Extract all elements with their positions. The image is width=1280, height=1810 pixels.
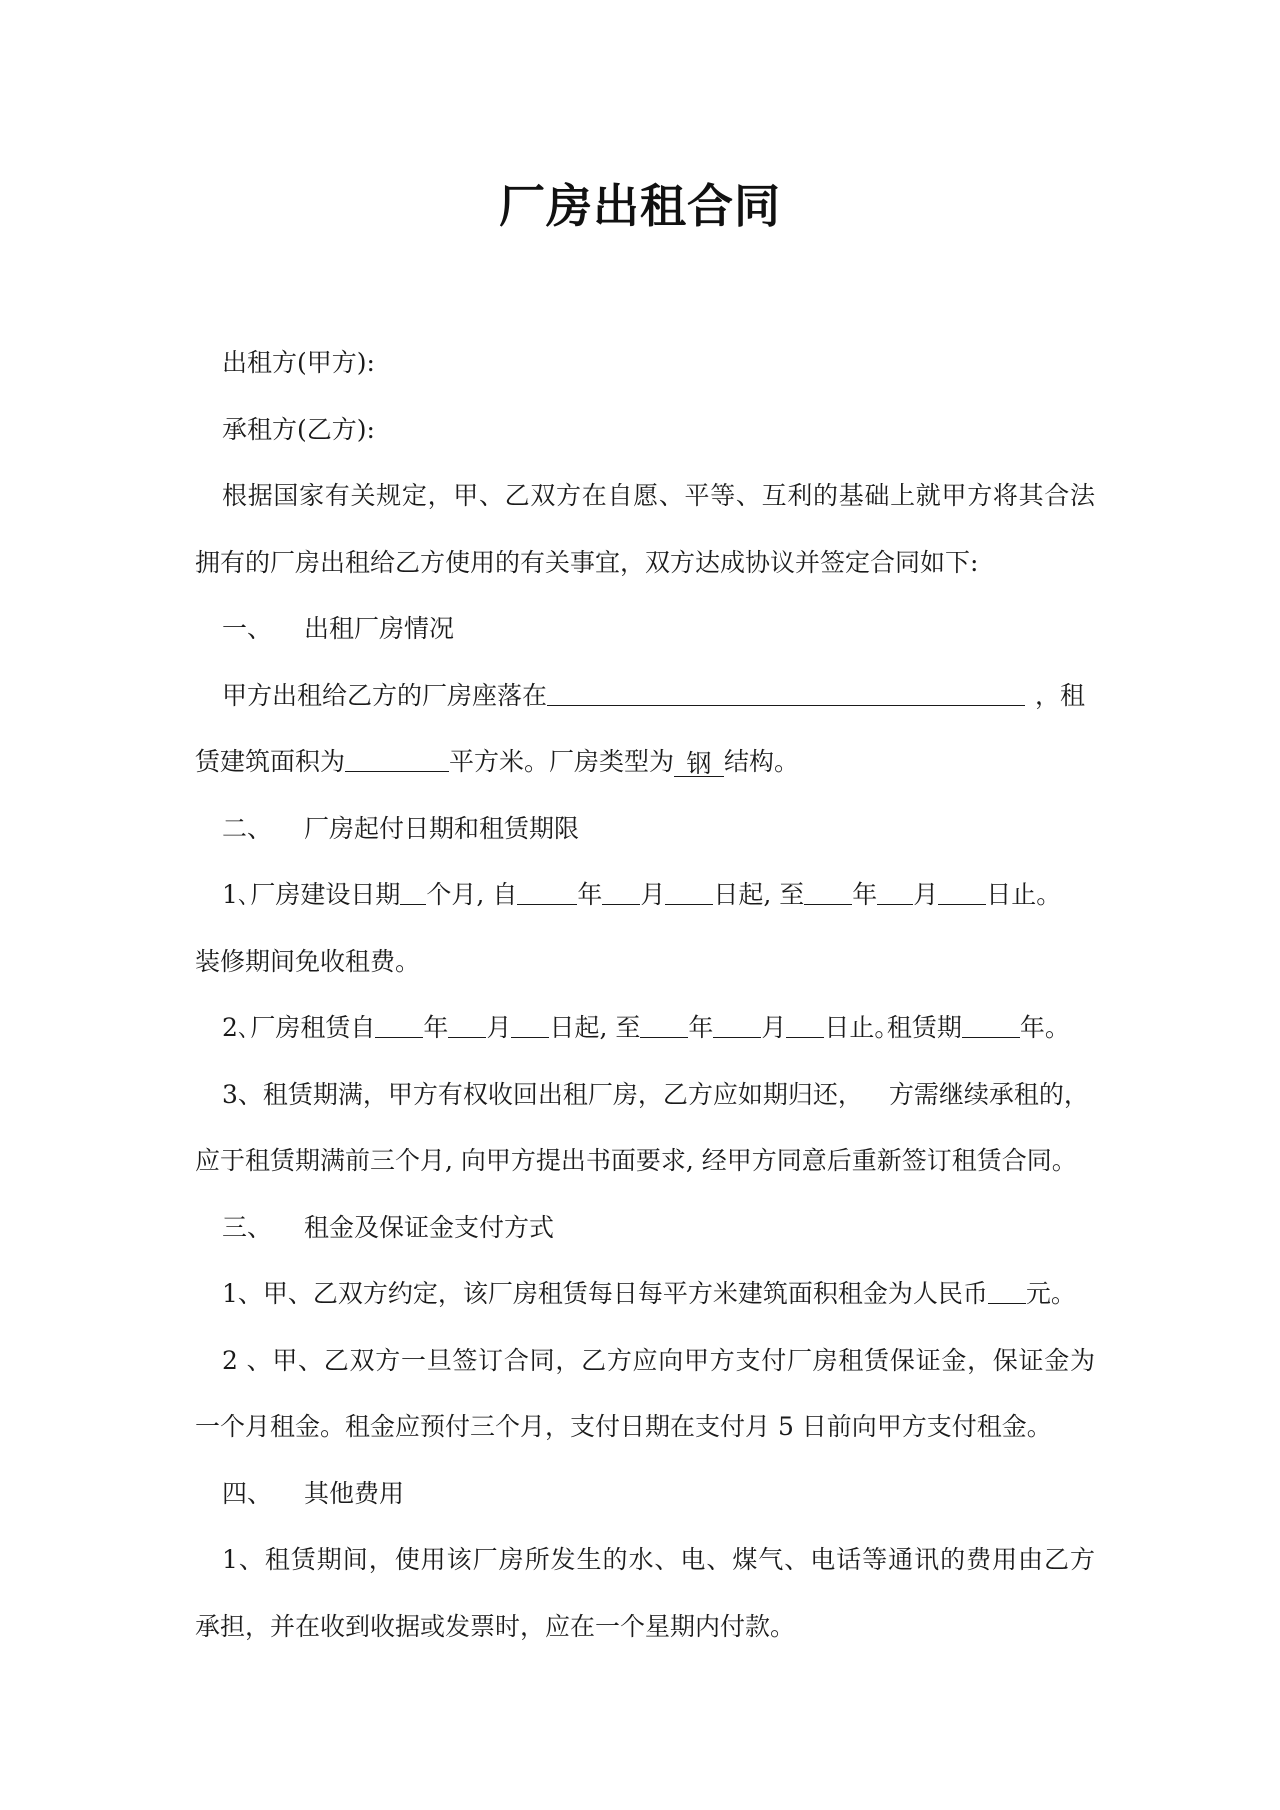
- lease-start-month-blank: [448, 1013, 486, 1038]
- year-label: 年: [423, 1013, 449, 1042]
- section-3-title: 租金及保证金支付方式: [304, 1212, 555, 1242]
- section-2-heading: [195, 796, 1095, 863]
- build-end-year-blank: [804, 880, 852, 905]
- section-2-item-2: [195, 995, 1095, 1062]
- location-blank: [547, 681, 1025, 706]
- section-1-paragraph-line-2: [195, 729, 1095, 796]
- build-start-day-blank: [665, 880, 713, 905]
- section-4-item-1-line-2: 承担，并在收到收据或发票时，应在一个星期内付款。: [195, 1611, 796, 1641]
- section-4-item-1-line-1: 1、租赁期间，使用该厂房所发生的水、电、煤气、电话等通讯的费用由乙方: [222, 1545, 1095, 1574]
- build-start-year-blank: [517, 880, 577, 905]
- section-2-item-3-line-2: 应于租赁期满前三个月, 向甲方提出书面要求, 经甲方同意后重新签订租赁合同｡: [195, 1146, 1065, 1175]
- type-blank: 钢: [674, 752, 724, 777]
- section-1-heading: [195, 596, 1095, 663]
- lease-end-year-blank: [640, 1013, 688, 1038]
- preamble-line-1: 根据国家有关规定，甲、乙双方在自愿、平等、互利的基础上就甲方将其合法: [222, 481, 1095, 510]
- build-to-label: 日起, 至: [713, 880, 805, 909]
- section-3-item-1: [195, 1261, 1095, 1328]
- day-end-label: 日止。: [986, 880, 1062, 909]
- location-after-text: ，租: [1035, 680, 1086, 710]
- area-blank: [345, 747, 449, 772]
- section-1-number: 一、: [222, 614, 273, 643]
- document-body: [195, 330, 1095, 1660]
- type-after-text: 结构。: [724, 747, 800, 776]
- party-a-label: 出租方(甲方):: [222, 348, 375, 377]
- month-label: 月: [640, 880, 666, 909]
- section-1-paragraph-line-1: [195, 663, 1095, 730]
- section-3-item-2-line-1: 2 、甲、乙双方一旦签订合同，乙方应向甲方支付厂房租赁保证金，保证金为: [222, 1345, 1095, 1375]
- location-label: 甲方出租给乙方的厂房座落在: [222, 680, 548, 710]
- section-1-title: 出租厂房情况: [304, 614, 455, 643]
- lease-end-day-blank: [786, 1013, 824, 1038]
- section-2-item-1-line-2: 装修期间免收租费。: [195, 946, 421, 976]
- lease-term-label: 日止｡租赁期: [824, 1013, 962, 1042]
- build-start-month-blank: [602, 880, 640, 905]
- section-4-number: 四、: [222, 1478, 273, 1508]
- lease-start-year-blank: [375, 1013, 423, 1038]
- lease-term-blank: [962, 1013, 1020, 1038]
- party-a-line: [195, 330, 1095, 397]
- section-2-title: 厂房起付日期和租赁期限: [304, 813, 580, 843]
- month-label: 月: [761, 1013, 787, 1042]
- build-months-blank: [400, 880, 426, 905]
- month-label: 月: [913, 880, 939, 909]
- lease-to-label: 日起, 至: [549, 1013, 641, 1042]
- section-2-item-1-line-1: [195, 862, 1095, 929]
- party-b-label: 承租方(乙方):: [222, 414, 375, 444]
- build-from-label: 个月, 自: [426, 880, 518, 909]
- renewal-text-a: 3、租赁期满，甲方有权收回出租厂房，乙方应如期归还，: [222, 1079, 863, 1109]
- year-label: 年: [852, 880, 878, 909]
- section-2-number: 二、: [222, 813, 273, 843]
- year-end-label: 年｡: [1019, 1013, 1058, 1042]
- build-end-month-blank: [877, 880, 913, 905]
- build-end-day-blank: [938, 880, 986, 905]
- lease-end-month-blank: [713, 1013, 761, 1038]
- currency-unit-text: 元。: [1025, 1279, 1076, 1308]
- section-4-title: 其他费用: [304, 1478, 405, 1508]
- renewal-text-b: 方需继续承租的，: [888, 1079, 1089, 1109]
- year-label: 年: [688, 1013, 714, 1042]
- section-3-item-2-line-2: 一个月租金。租金应预付三个月，支付日期在支付月 5 日前向甲方支付租金。: [195, 1412, 1052, 1441]
- type-label: 平方米。厂房类型为: [449, 747, 675, 776]
- rent-amount-blank: [988, 1279, 1026, 1304]
- year-label: 年: [577, 880, 603, 909]
- party-b-line: [195, 397, 1095, 464]
- lease-start-day-blank: [511, 1013, 549, 1038]
- preamble-line-2: 拥有的厂房出租给乙方使用的有关事宜，双方达成协议并签定合同如下:: [195, 547, 979, 577]
- section-3-heading: [195, 1195, 1095, 1262]
- area-label: 赁建筑面积为: [195, 747, 346, 776]
- rent-rate-text: 1、甲、乙双方约定，该厂房租赁每日每平方米建筑面积租金为人民币: [222, 1279, 988, 1308]
- section-3-number: 三、: [222, 1212, 273, 1242]
- document-title: 厂房出租合同: [499, 179, 781, 233]
- lease-from-label: 2､厂房租赁自: [222, 1013, 376, 1042]
- build-period-label: 1､厂房建设日期: [222, 880, 401, 909]
- section-4-heading: [195, 1461, 1095, 1528]
- section-2-item-3-line-1: [195, 1062, 1095, 1129]
- month-label: 月: [486, 1013, 512, 1042]
